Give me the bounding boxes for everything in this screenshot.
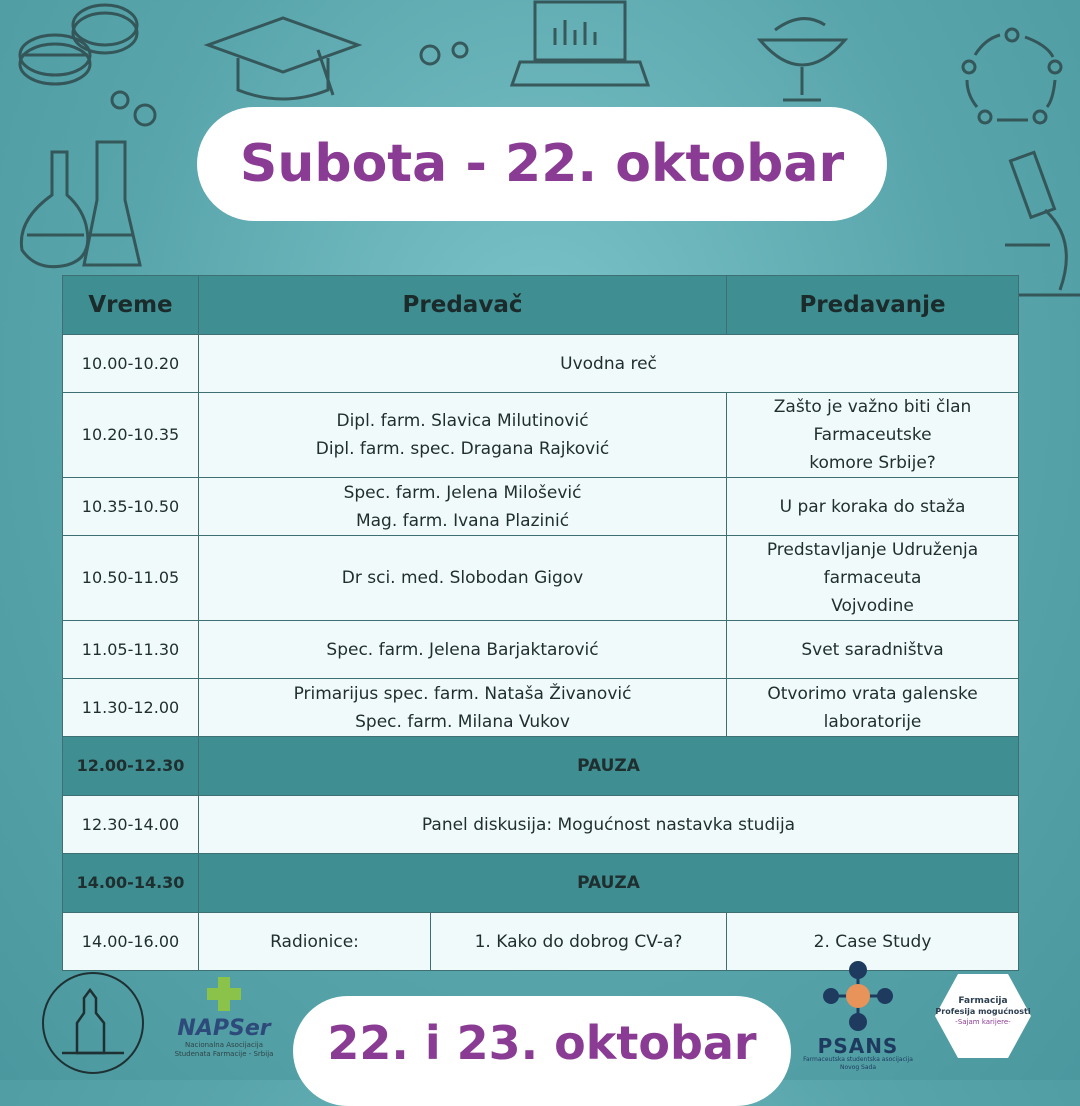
flasks-doodle-icon — [12, 140, 142, 275]
speaker-cell — [199, 393, 727, 478]
time-cell: 11.30-12.00 — [63, 679, 199, 737]
napser-cross-icon — [202, 975, 246, 1013]
workshop-label: Radionice: — [199, 913, 431, 971]
speaker-name: Dipl. farm. Slavica Milutinović — [336, 411, 589, 431]
full-cell: Panel diskusija: Mogućnost nastavka studija — [199, 796, 1019, 854]
workshop-item: 2. Case Study — [727, 913, 1019, 971]
table-row — [63, 621, 1019, 679]
header-lecture: Predavanje — [727, 276, 1019, 335]
header-speaker: Predavač — [199, 276, 727, 335]
napser-logo — [168, 975, 280, 1065]
table-row — [63, 393, 1019, 478]
workshop-item: 1. Kako do dobrog CV-a? — [431, 913, 727, 971]
lecture-title: komore Srbije? — [809, 453, 936, 473]
psans-name: PSANS — [817, 1034, 899, 1058]
event-dates: 22. i 23. oktobar — [327, 1016, 757, 1070]
page-title: Subota - 22. oktobar — [239, 134, 845, 194]
break-row — [63, 737, 1019, 796]
laptop-chart-icon — [510, 0, 650, 90]
career-fair-logo — [933, 970, 1033, 1062]
title-banner — [197, 107, 887, 221]
network-people-icon — [955, 25, 1070, 130]
pharmacy-bowl-icon — [755, 5, 850, 110]
speaker-cell — [199, 478, 727, 536]
time-cell: 14.00-14.30 — [63, 854, 199, 913]
career-fair-line: -Sajam karijere- — [955, 1018, 1011, 1026]
lecture-cell: Svet saradništva — [727, 621, 1019, 679]
header-time: Vreme — [63, 276, 199, 335]
napser-subtitle: Studenata Farmacije - Srbija — [174, 1050, 274, 1058]
time-cell: 10.00-10.20 — [63, 335, 199, 393]
lecture-cell: U par koraka do staža — [727, 478, 1019, 536]
lecture-title: Predstavljanje Udruženja farmaceuta — [766, 540, 979, 588]
schedule-table — [62, 275, 1019, 971]
table-row — [63, 335, 1019, 393]
table-header-row — [63, 276, 1019, 335]
dates-banner — [293, 996, 791, 1106]
bubbles-icon — [105, 85, 165, 135]
break-label: PAUZA — [199, 854, 1019, 913]
speaker-name: Dipl. farm. spec. Dragana Rajković — [315, 439, 610, 459]
psans-molecule-icon — [823, 960, 893, 1032]
lecture-title: Vojvodine — [831, 596, 914, 616]
table-row — [63, 478, 1019, 536]
career-fair-line: Profesija mogućnosti — [935, 1007, 1031, 1016]
napser-subtitle: Nacionalna Asocijacija — [185, 1041, 263, 1049]
bubbles-icon — [415, 35, 485, 75]
lecture-title: Zašto je važno biti član Farmaceutske — [773, 397, 972, 445]
time-cell: 12.30-14.00 — [63, 796, 199, 854]
time-cell: 10.50-11.05 — [63, 536, 199, 621]
speaker-cell: Spec. farm. Jelena Barjaktarović — [199, 621, 727, 679]
break-row — [63, 854, 1019, 913]
psans-subtitle: Farmaceutska studentska asocijacija — [803, 1056, 913, 1063]
graduation-cap-icon — [198, 10, 368, 110]
full-cell: Uvodna reč — [199, 335, 1019, 393]
napser-name: NAPSer — [177, 1016, 271, 1041]
faculty-seal-icon — [32, 968, 154, 1078]
time-cell: 10.20-10.35 — [63, 393, 199, 478]
speaker-name: Mag. farm. Ivana Plazinić — [355, 510, 570, 531]
lecture-cell — [727, 393, 1019, 478]
table-row — [63, 679, 1019, 737]
break-label: PAUZA — [199, 737, 1019, 796]
lecture-cell — [727, 536, 1019, 621]
speaker-name: Spec. farm. Milana Vukov — [355, 711, 570, 732]
time-cell: 14.00-16.00 — [63, 913, 199, 971]
speaker-cell — [199, 679, 727, 737]
lecture-cell: Otvorimo vrata galenske laboratorije — [727, 679, 1019, 737]
time-cell: 10.35-10.50 — [63, 478, 199, 536]
speaker-name: Primarijus spec. farm. Nataša Živanović — [293, 683, 632, 704]
faculty-logo — [32, 968, 154, 1078]
table-row — [63, 536, 1019, 621]
psans-logo — [798, 960, 918, 1070]
time-cell: 11.05-11.30 — [63, 621, 199, 679]
psans-subtitle: Novog Sada — [839, 1064, 877, 1071]
table-row — [63, 796, 1019, 854]
speaker-name: Spec. farm. Jelena Milošević — [343, 482, 582, 503]
pills-doodle-icon — [10, 0, 140, 90]
career-fair-line: Farmacija — [958, 996, 1008, 1006]
speaker-cell: Dr sci. med. Slobodan Gigov — [199, 536, 727, 621]
time-cell: 12.00-12.30 — [63, 737, 199, 796]
